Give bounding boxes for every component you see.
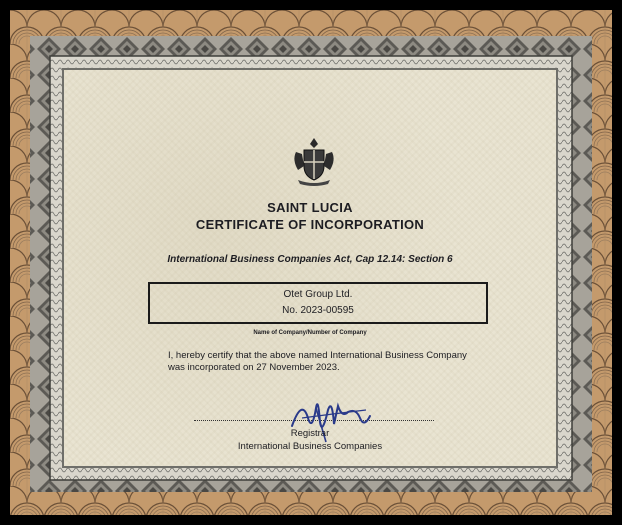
certificate-title: CERTIFICATE OF INCORPORATION [195,217,425,232]
registrar-office: International Business Companies [237,441,383,452]
coat-of-arms-icon [290,136,338,186]
act-reference: International Business Companies Act, Cap 12.14: Section 6 [167,254,453,265]
certification-line-2: was incorporated on 27 November 2023. [168,362,340,373]
certification-statement [168,350,508,374]
certification-line-1: I, hereby certify that the above named International Business Company [168,350,467,361]
registrar-title: Registrar [290,428,330,439]
country-heading: SAINT LUCIA [267,200,353,215]
company-number: No. 2023-00595 [282,305,354,316]
company-box [148,282,488,324]
certificate-body [62,68,558,468]
certificate-frame [10,10,612,515]
company-name: Otet Group Ltd. [283,289,353,300]
registrar-signature [272,388,392,448]
company-caption: Name of Company/Number of Company [253,330,367,336]
